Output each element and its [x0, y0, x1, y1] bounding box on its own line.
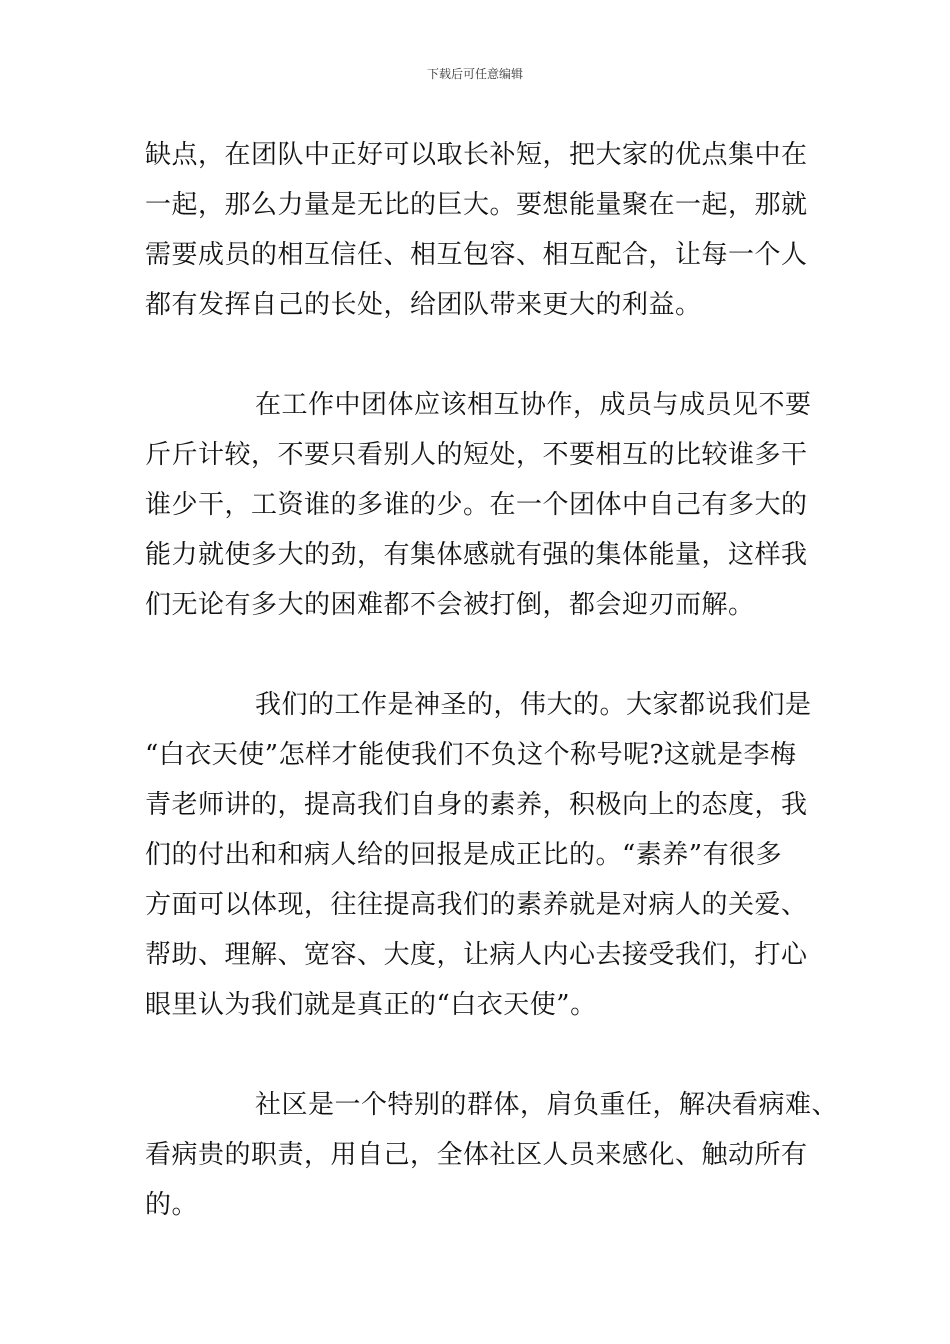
paragraph-line: 的。	[145, 1190, 199, 1220]
paragraph-line: 在工作中团体应该相互协作，成员与成员见不要	[255, 390, 812, 420]
paragraph-line: 我们的工作是神圣的，伟大的。大家都说我们是	[255, 690, 812, 720]
document-body	[145, 130, 839, 1230]
paragraph-line: 都有发挥自己的长处，给团队带来更大的利益。	[145, 290, 702, 320]
paragraph-line: 们的付出和和病人给的回报是成正比的。“素养”有很多	[145, 840, 783, 870]
paragraph-spacer	[145, 1030, 810, 1080]
paragraph-line: 斤斤计较，不要只看别人的短处，不要相互的比较谁多干	[145, 440, 808, 470]
paragraph-line: 眼里认为我们就是真正的“白衣天使”。	[145, 990, 597, 1020]
paragraph-2	[145, 380, 810, 630]
paragraph-line: 谁少干，工资谁的多谁的少。在一个团体中自己有多大的	[145, 490, 808, 520]
paragraph-line: 青老师讲的，提高我们自身的素养，积极向上的态度，我	[145, 790, 808, 820]
paragraph-spacer	[145, 630, 810, 680]
paragraph-line: 能力就使多大的劲，有集体感就有强的集体能量，这样我	[145, 540, 808, 570]
paragraph-line: 社区是一个特别的群体，肩负重任，解决看病难、	[255, 1090, 839, 1120]
paragraph-3	[145, 680, 810, 1030]
paragraph-line: 一起，那么力量是无比的巨大。要想能量聚在一起，那就	[145, 190, 808, 220]
paragraph-line: “白衣天使”怎样才能使我们不负这个称号呢?这就是李梅	[145, 740, 797, 770]
paragraph-line: 需要成员的相互信任、相互包容、相互配合，让每一个人	[145, 240, 808, 270]
paragraph-line: 方面可以体现，往往提高我们的素养就是对病人的关爱、	[145, 890, 808, 920]
paragraph-1	[145, 130, 810, 330]
paragraph-line: 缺点，在团队中正好可以取长补短，把大家的优点集中在	[145, 140, 808, 170]
page-header: 下载后可任意编辑	[426, 67, 523, 81]
paragraph-spacer	[145, 330, 810, 380]
paragraph-line: 看病贵的职责，用自己，全体社区人员来感化、触动所有	[145, 1140, 808, 1170]
paragraph-4	[145, 1080, 839, 1230]
paragraph-line: 们无论有多大的困难都不会被打倒，都会迎刃而解。	[145, 590, 755, 620]
paragraph-line: 帮助、理解、宽容、大度，让病人内心去接受我们，打心	[145, 940, 808, 970]
